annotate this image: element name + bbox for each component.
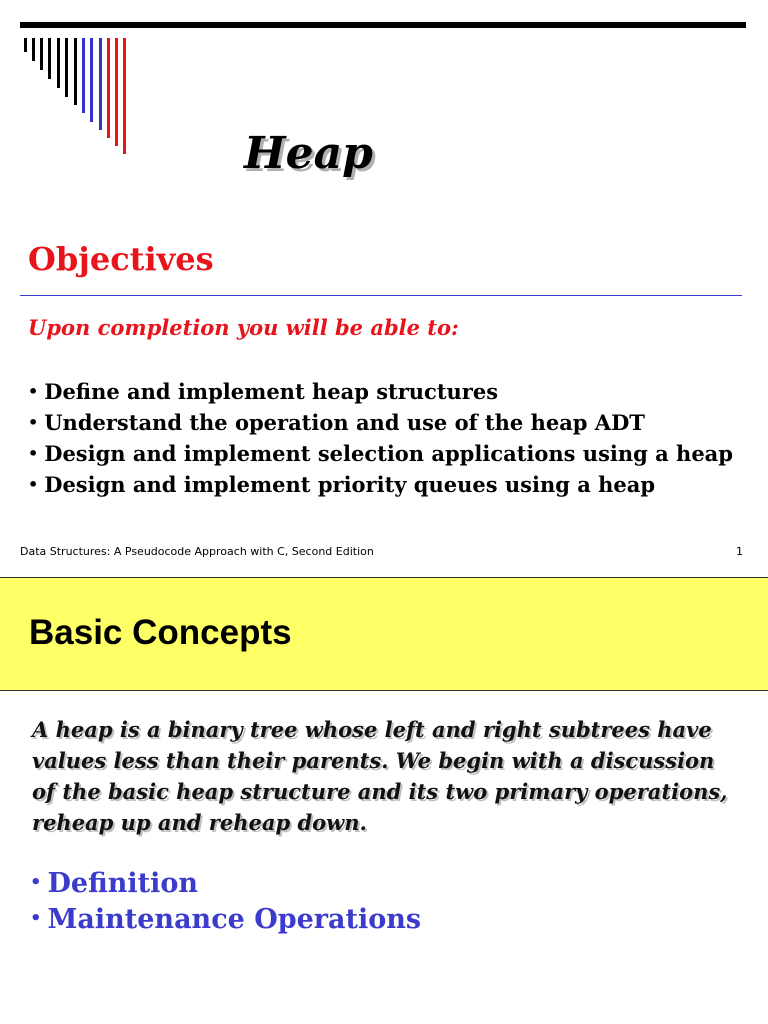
topic-text: Definition bbox=[47, 868, 198, 899]
slide2-description: A heap is a binary tree whose left and right subtrees have values less than their parents. We begin with a discussion of the basic heap structure and its two primary operations, reheap up and reheap down. bbox=[32, 717, 728, 835]
topic-item bbox=[30, 902, 421, 938]
bullet-icon: • bbox=[30, 908, 42, 929]
bullet-icon: • bbox=[28, 413, 39, 432]
objective-text: Design and implement selection applications using a heap bbox=[44, 441, 733, 466]
topic-item bbox=[30, 866, 421, 902]
bar-tick bbox=[24, 38, 27, 52]
bar-tick bbox=[99, 38, 102, 130]
bar-tick bbox=[82, 38, 85, 113]
bar-tick bbox=[65, 38, 68, 97]
topic-text: Maintenance Operations bbox=[47, 904, 422, 935]
bar-tick bbox=[90, 38, 93, 122]
objective-text: Understand the operation and use of the heap ADT bbox=[44, 410, 645, 435]
objective-item bbox=[28, 407, 733, 438]
bar-tick bbox=[107, 38, 110, 138]
objective-item bbox=[28, 438, 733, 469]
objectives-heading: Objectives bbox=[28, 240, 214, 278]
objective-text: Define and implement heap structures bbox=[44, 379, 499, 404]
bullet-icon: • bbox=[30, 872, 42, 893]
bar-tick bbox=[48, 38, 51, 79]
slide2-title: Basic Concepts bbox=[29, 613, 292, 652]
bullet-icon: • bbox=[28, 475, 39, 494]
bullet-icon: • bbox=[28, 382, 39, 401]
objectives-intro: Upon completion you will be able to: bbox=[28, 315, 459, 340]
objective-item bbox=[28, 376, 733, 407]
bar-tick bbox=[74, 38, 77, 105]
topics-list bbox=[30, 866, 421, 938]
objectives-list bbox=[28, 376, 733, 500]
page-number: 1 bbox=[736, 545, 743, 558]
top-rule bbox=[20, 22, 746, 28]
bar-tick bbox=[32, 38, 35, 61]
bar-tick bbox=[123, 38, 126, 154]
slide-title: Heap bbox=[244, 128, 373, 179]
bar-tick bbox=[40, 38, 43, 70]
bar-tick bbox=[115, 38, 118, 146]
objective-text: Design and implement priority queues using a heap bbox=[44, 472, 656, 497]
footer-source: Data Structures: A Pseudocode Approach with C, Second Edition bbox=[20, 545, 374, 558]
section-divider bbox=[20, 295, 742, 296]
bar-tick bbox=[57, 38, 60, 88]
objective-item bbox=[28, 469, 733, 500]
bullet-icon: • bbox=[28, 444, 39, 463]
